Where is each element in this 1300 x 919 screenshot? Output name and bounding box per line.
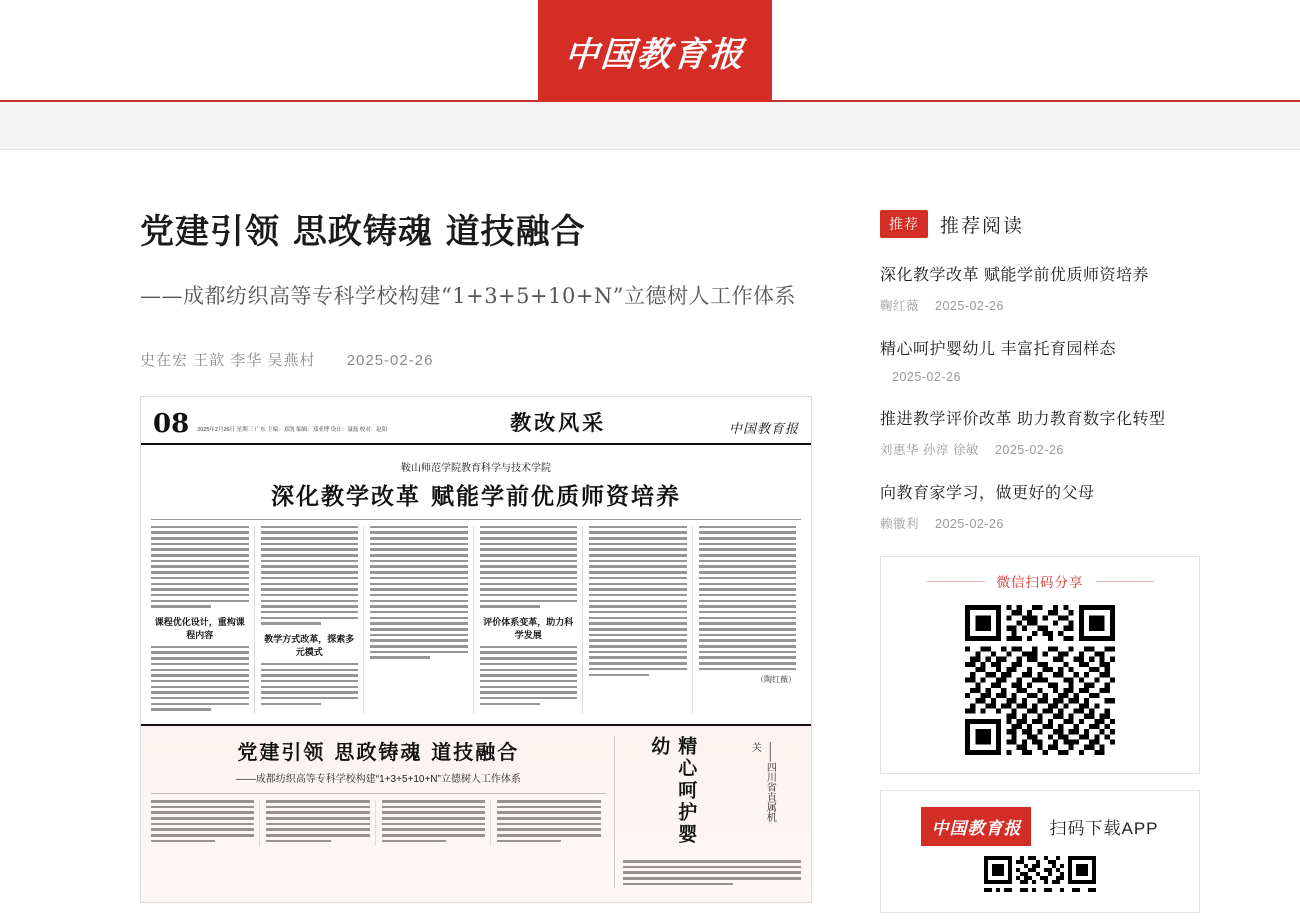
wechat-share-card: [880, 556, 1200, 774]
site-masthead: [0, 0, 1300, 102]
list-item-date: 2025-02-26: [935, 299, 1004, 313]
list-item-meta: [880, 296, 1200, 314]
scan-lower-right-headline: 精心呵护婴幼: [648, 736, 698, 847]
wechat-share-title: 微信扫码分享: [985, 571, 1096, 591]
scan-column: [370, 526, 474, 714]
scan-column: [382, 800, 491, 846]
scan-column: [151, 526, 255, 714]
scan-lower-section: [141, 724, 811, 902]
list-item-author: 鞠红薇: [880, 299, 920, 313]
recommended-sidebar: [880, 150, 1300, 913]
scan-lower-columns: [151, 793, 606, 846]
page-body: [0, 150, 1300, 913]
scan-body: [141, 445, 811, 714]
list-item-date: 2025-02-26: [892, 370, 961, 384]
scan-column: [699, 526, 802, 714]
article-authors: 史在宏 王歆 李华 吴燕村: [140, 351, 316, 369]
page-title: 党建引领 思政铸魂 道技融合: [140, 212, 586, 252]
recommend-header: [880, 210, 1200, 238]
list-item-title[interactable]: 推进教学评价改革 助力教育数字化转型: [880, 411, 1166, 428]
scan-column: [151, 800, 260, 846]
scan-subhead-2: 教学方式改革，探索多元模式: [264, 633, 355, 657]
scan-column: [261, 526, 365, 714]
status-badge: 推荐: [880, 210, 928, 238]
scan-columns: [151, 519, 801, 714]
article-date: 2025-02-26: [346, 351, 434, 369]
qr-code-icon[interactable]: [965, 605, 1115, 755]
scan-subhead-3: 评价体系变革，助力科学发展: [483, 616, 574, 640]
app-card-row: [899, 807, 1181, 846]
list-item[interactable]: [880, 264, 1200, 314]
scan-kicker: 鞍山师范学院教育科学与技术学院: [401, 462, 551, 474]
list-item[interactable]: [880, 338, 1200, 384]
app-download-card: [880, 790, 1200, 913]
scan-byline: （陶红薇）: [756, 675, 796, 685]
list-item-title[interactable]: 深化教学改革 赋能学前优质师资培养: [880, 267, 1149, 284]
site-logo[interactable]: [538, 0, 772, 102]
article-meta: [140, 349, 820, 370]
list-item-title[interactable]: 精心呵护婴幼儿 丰富托育园样态: [880, 341, 1116, 358]
scan-lower-right-subtitle: ——四川省直属机关: [749, 742, 776, 823]
scan-subhead-1: 课程优化设计，重构课程内容: [154, 616, 245, 640]
scan-lower-right: [614, 736, 801, 888]
scan-lower-subtitle: ——成都纺织高等专科学校构建“1+3+5+10+N”立德树人工作体系: [235, 774, 521, 786]
scan-headline: 深化教学改革 赋能学前优质师资培养: [270, 482, 681, 510]
list-item-meta: [880, 440, 1200, 458]
scan-page-number: 08: [153, 408, 190, 439]
scan-section-title: 教改风采: [510, 409, 607, 435]
scan-column: [497, 800, 605, 846]
newspaper-scan-image[interactable]: [140, 396, 812, 904]
article-column: [0, 150, 880, 913]
scan-column: [266, 800, 375, 846]
site-logo-text: 中国教育报: [563, 34, 747, 75]
scan-dateline: 2025年2月26日 星期三 广东 主编：邓凯 编辑：郑亚博 设计：聂磊 校对：赵阳: [197, 427, 388, 434]
scan-header: [141, 397, 811, 445]
article-subtitle: ——成都纺织高等专科学校构建“1+3+5+10+N”立德树人工作体系: [140, 283, 797, 308]
scan-lower-main: [151, 736, 606, 888]
list-item-date: 2025-02-26: [935, 517, 1004, 531]
list-item-title[interactable]: 向教育家学习，做更好的父母: [880, 485, 1095, 502]
list-item-author: 刘惠华 孙淳 徐敏: [880, 443, 979, 457]
list-item[interactable]: [880, 408, 1200, 458]
scan-column: [480, 526, 584, 714]
app-download-label: 扫码下载APP: [1049, 819, 1159, 838]
list-item[interactable]: [880, 482, 1200, 532]
app-logo: 中国教育报: [921, 807, 1031, 846]
scan-brand: 中国教育报: [728, 421, 799, 437]
list-item-meta: [880, 514, 1200, 532]
list-item-author: 赖徽利: [880, 517, 920, 531]
nav-band: [0, 102, 1300, 150]
scan-lower-headline: 党建引领 思政铸魂 道技融合: [237, 740, 520, 765]
recommend-title: 推荐阅读: [940, 215, 1025, 237]
list-item-date: 2025-02-26: [994, 443, 1064, 457]
scan-column: [589, 526, 693, 714]
app-qr-code-icon[interactable]: [984, 856, 1096, 896]
list-item-meta: [880, 370, 1200, 384]
